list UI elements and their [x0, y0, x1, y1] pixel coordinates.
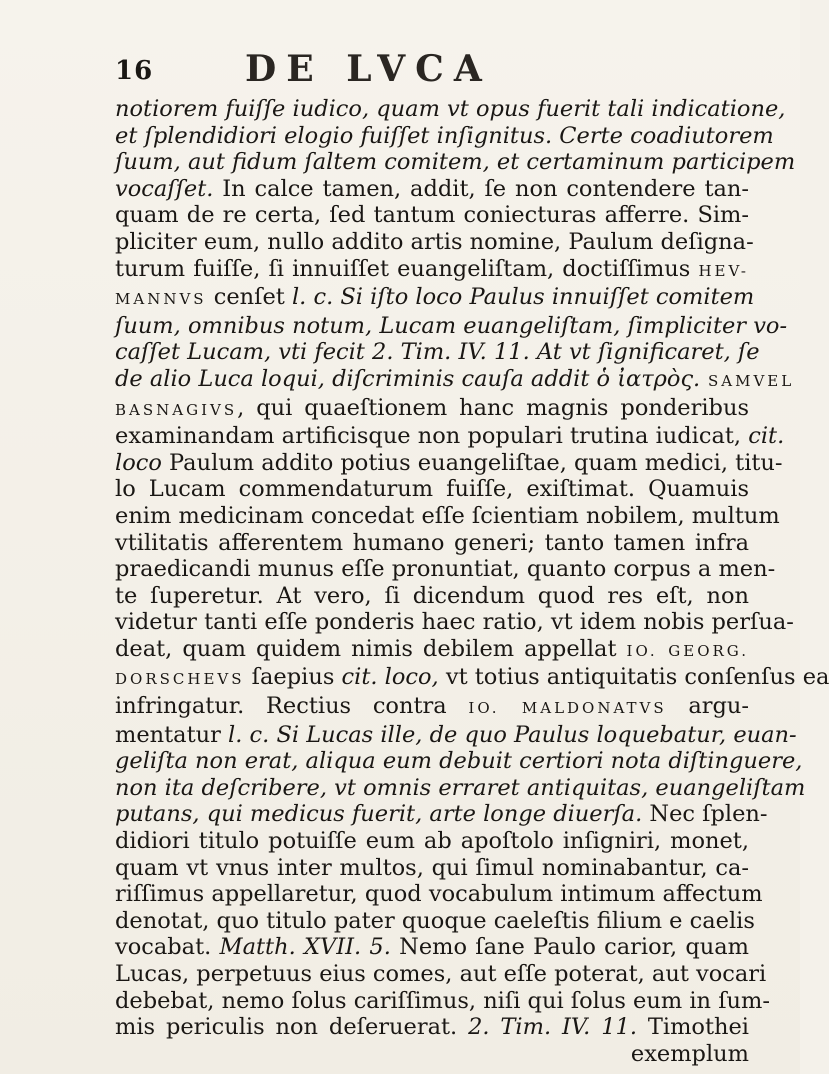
text-line: [115, 609, 794, 636]
roman-text: pliciter eum, nullo addito artis nomine, Paulum deſigna-: [115, 228, 754, 255]
italic-text: 2. Tim. IV. 11.: [468, 1014, 637, 1041]
text-line: [115, 748, 803, 775]
body-text: [115, 96, 829, 1067]
text-line: [115, 449, 783, 477]
roman-text: debebat, nemo ſolus cariſſimus, niſi qui ſolus eum in ſum-: [115, 987, 770, 1014]
roman-text: infringatur. Rectius contra: [115, 693, 469, 720]
text-line: [115, 423, 785, 450]
roman-text: Lucas, perpetuus eius comes, aut eſſe poterat, aut vocari: [115, 961, 767, 987]
roman-text: riſſimus appellaretur, quod vocabulum intimum affectum: [115, 881, 763, 908]
running-head: DE LVCA: [245, 48, 492, 90]
text-line: [115, 721, 797, 749]
page-number: 16: [115, 56, 154, 86]
roman-text: ſaepius: [244, 664, 342, 691]
roman-text: vtilitatis afferentem humano generi; tanto tamen infra: [115, 529, 749, 556]
roman-text: vt totius antiquitatis conſenſus ea: [438, 664, 829, 691]
text-line: [115, 149, 796, 176]
text-line: [115, 801, 768, 828]
roman-text: turum fuiſſe, ſi innuiſſet euangeliſtam, doctiſſimus: [115, 255, 699, 282]
roman-text: lo Lucam commendaturum fuiſſe, exiſtimat. Quamuis: [115, 476, 749, 503]
roman-text: examinandam artificisque non populari trutina iudicat,: [115, 423, 749, 450]
italic-text: de alio Luca loqui, diſcriminis cauſa addit ὁ ἰατρὸς.: [115, 365, 701, 392]
italic-text: vocaſſet.: [115, 175, 214, 202]
italic-text: cit. loco,: [341, 664, 439, 691]
italic-text: non ita deſcribere, vt omnis erraret antiquitas, euangeliſtam: [115, 774, 806, 801]
text-line: [115, 987, 770, 1015]
page-header: [115, 48, 715, 98]
text-line: [115, 476, 749, 503]
italic-text: caſſet Lucam, vti fecit 2. Tim. IV. 11. At vt ſignificaret, ſe: [115, 339, 760, 366]
text-line: [115, 202, 749, 229]
text-line: [115, 934, 749, 961]
text-line: [115, 176, 749, 203]
text-line: [115, 312, 788, 340]
roman-text: quam de re certa, ſed tantum coniecturas afferre. Sim-: [115, 202, 749, 229]
text-line: [115, 502, 780, 530]
italic-text: geliſta non erat, aliqua eum debuit certiori nota diſtinguere,: [115, 748, 803, 775]
text-line: [115, 774, 806, 802]
roman-text: exemplum: [630, 1040, 749, 1067]
italic-text: ſuum, aut fidum ſaltem comitem, et certaminum participem: [115, 149, 796, 176]
text-line: [115, 1014, 749, 1041]
text-line: [115, 395, 749, 424]
italic-text: ſuum, omnibus notum, Lucam euangeliſtam, ſimpliciter vo-: [115, 312, 788, 339]
italic-text: putans, qui medicus fuerit, arte longe diuerſa.: [115, 801, 643, 828]
text-line: [115, 122, 774, 150]
roman-text: mis periculis non deſeruerat.: [115, 1014, 469, 1041]
roman-text: enim medicinam concedat eſſe ſcientiam nobilem, multum: [115, 502, 780, 529]
roman-text: Timothei: [637, 1014, 749, 1041]
roman-text: denotat, quo titulo pater quoque caeleſtis filium e caelis: [115, 907, 755, 934]
text-line: [115, 855, 749, 882]
roman-text: In calce tamen, addit, ſe non contendere tan-: [213, 175, 749, 202]
roman-text: quam vt vnus inter multos, qui ſimul nominabantur, ca-: [115, 854, 749, 881]
small-caps-name: DORSCHEVS: [115, 670, 245, 689]
roman-text: mentatur: [115, 721, 229, 748]
roman-text: cenſet: [206, 284, 292, 311]
roman-text: deat, quam quidem nimis debilem appellat: [115, 635, 627, 662]
italic-text: l. c. Si iſto loco Paulus innuiſſet comitem: [291, 284, 755, 311]
text-line: [115, 828, 749, 855]
italic-text: cit.: [748, 423, 785, 450]
roman-text: Paulum addito potius euangeliſtae, quam medici, titu-: [161, 449, 783, 476]
small-caps-name: MANNVS: [115, 290, 207, 309]
text-line: [115, 961, 767, 988]
roman-text: vocabat.: [115, 934, 220, 961]
text-line: [115, 1041, 749, 1068]
roman-text: , qui quaeſtionem hanc magnis ponderibus: [237, 394, 749, 421]
italic-text: Matth. XVII. 5.: [219, 934, 391, 961]
small-caps-name: SAMVEL: [700, 371, 795, 390]
text-line: [115, 693, 749, 722]
small-caps-name: HEV-: [698, 261, 749, 280]
text-line: [115, 228, 754, 256]
small-caps-name: IO. MALDONATVS: [468, 699, 667, 718]
text-line: [115, 96, 786, 123]
text-line: [115, 583, 749, 610]
roman-text: argu-: [666, 693, 750, 720]
text-line: [115, 907, 755, 935]
text-line: [115, 365, 795, 395]
text-line: [115, 636, 749, 665]
italic-text: l. c. Si Lucas ille, de quo Paulus loquebatur, euan-: [228, 721, 797, 748]
roman-text: Nemo ſane Paulo carior, quam: [390, 934, 749, 961]
text-line: [115, 664, 829, 693]
text-line: [115, 881, 763, 908]
text-line: [115, 530, 749, 557]
text-line: [115, 339, 760, 366]
italic-text: et ſplendidiori elogio fuiſſet inſignitus. Certe coadiutorem: [115, 122, 774, 149]
text-line: [115, 556, 776, 583]
italic-text: loco: [115, 449, 162, 476]
text-line: [115, 256, 749, 285]
small-caps-name: IO. GEORG.: [626, 641, 749, 660]
small-caps-name: BASNAGIVS: [115, 400, 238, 419]
roman-text: didiori titulo potuiſſe eum ab apoſtolo inſigniri, monet,: [115, 828, 749, 855]
roman-text: praedicandi munus eſſe pronuntiat, quanto corpus a men-: [115, 556, 776, 583]
italic-text: notiorem fuiſſe iudico, quam vt opus fuerit tali indicatione,: [115, 96, 786, 122]
roman-text: te ſuperetur. At vero, ſi dicendum quod res eſt, non: [115, 582, 749, 609]
roman-text: Nec ſplen-: [642, 801, 768, 828]
text-line: [115, 284, 755, 313]
roman-text: videtur tanti eſſe ponderis haec ratio, vt idem nobis perſua-: [115, 609, 794, 636]
